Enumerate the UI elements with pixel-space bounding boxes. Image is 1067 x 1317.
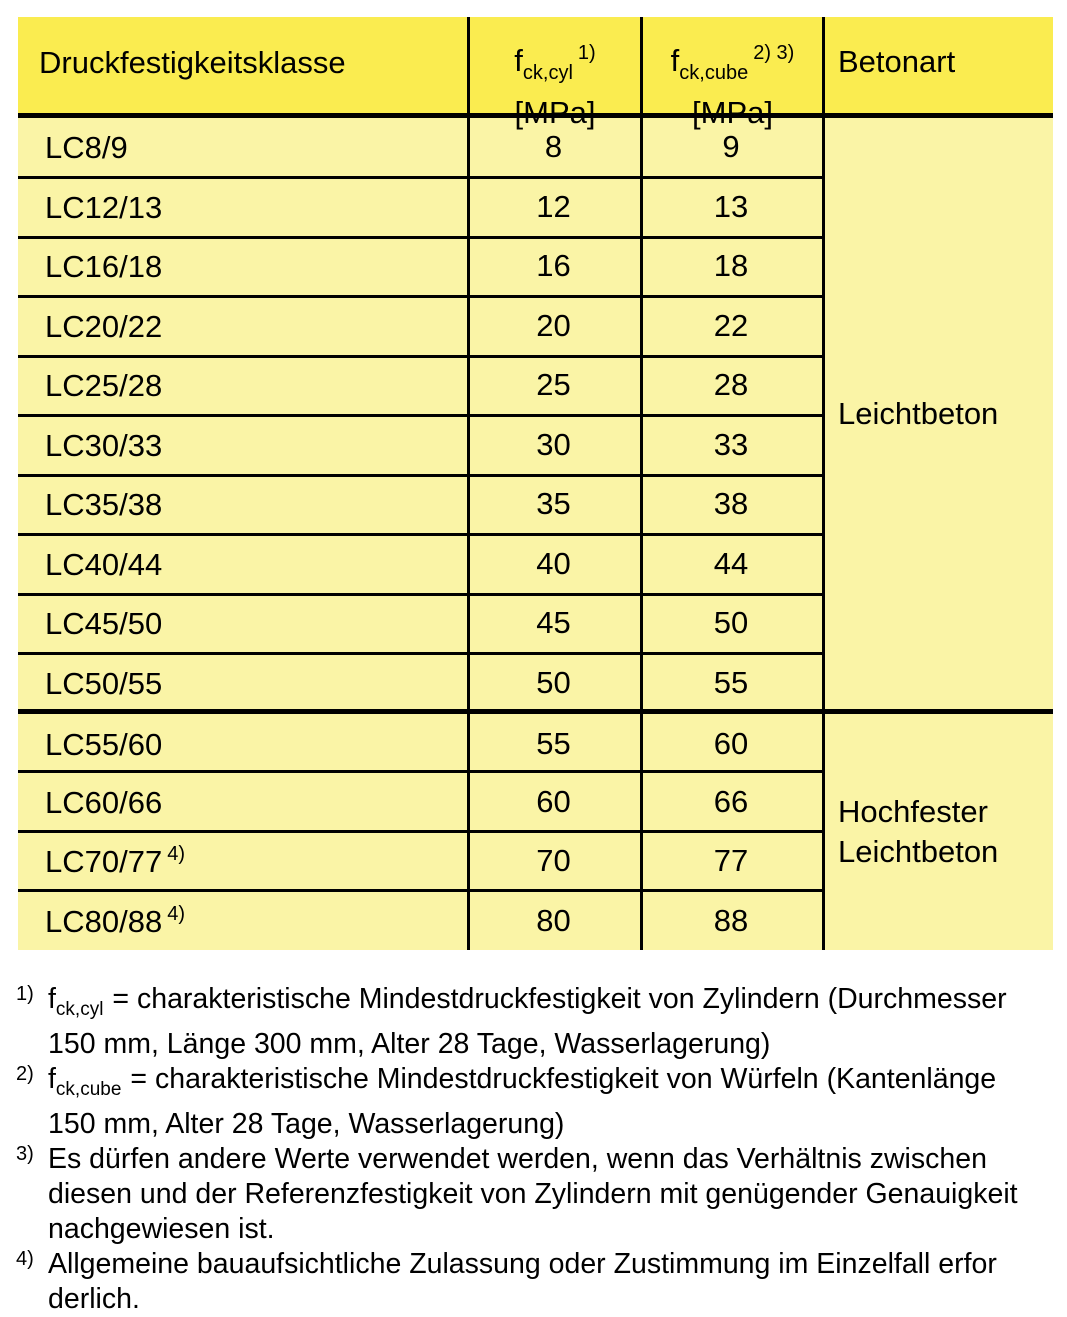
cell-fck-cube: 50 [713, 605, 749, 640]
header-druckfestigkeitsklasse: Druckfestigkeitsklasse [39, 45, 346, 80]
footnote-marker: 2) [16, 1063, 34, 1085]
cell-fck-cyl: 35 [536, 486, 571, 521]
cell-fck-cyl: 16 [536, 248, 571, 283]
cell-klasse: LC80/88 $^{4)}$ [45, 902, 186, 939]
table-row [18, 535, 825, 593]
cell-fck-cube: 60 [713, 726, 749, 761]
cell-fck-cyl: 30 [536, 427, 571, 462]
cell-fck-cyl: 25 [536, 367, 571, 402]
cell-fck-cyl: 45 [536, 605, 571, 640]
group-label-leichtbeton: Leichtbeton [838, 395, 999, 431]
cell-fck-cube: 77 [713, 843, 749, 878]
cell-fck-cube: 88 [713, 903, 749, 938]
cell-klasse: LC35/38 [45, 486, 163, 522]
table-row [18, 297, 825, 355]
table-row [18, 356, 825, 414]
cell-klasse: LC16/18 [45, 248, 163, 284]
table-row [18, 475, 825, 533]
table-row [18, 654, 825, 712]
footnote-3: 3) Es dürfen andere Werte verwendet werden, wenn das Verhältnis zwischen diesen und der Referenzfestigkeit von Zylindern mit genügender Genauigkeit nachgewiesen ist. [16, 1142, 1050, 1247]
header-fck-cube-symbol: $f_{ck,cube}^{2) 3)}$ [670, 42, 795, 84]
cell-fck-cube: 28 [713, 367, 749, 402]
cell-fck-cyl: 12 [536, 189, 571, 224]
cell-klasse: LC25/28 [45, 367, 163, 403]
table-row [18, 892, 825, 950]
cell-fck-cube: 18 [713, 248, 749, 283]
cell-fck-cube: 22 [713, 308, 749, 343]
cell-fck-cube: 38 [713, 486, 749, 521]
footnote-marker: 1) [16, 983, 34, 1005]
cell-klasse: LC55/60 [45, 726, 163, 762]
table-row [18, 594, 825, 652]
cell-fck-cyl: 8 [544, 129, 563, 164]
cell-klasse: LC30/33 [45, 427, 163, 463]
table-row [18, 118, 825, 176]
cell-klasse: LC60/66 [45, 784, 163, 820]
table-row [18, 773, 825, 831]
group-label-hochfester-leichtbeton: Hochfester Leichtbeton [838, 794, 999, 869]
cell-klasse: LC40/44 [45, 546, 163, 582]
cell-klasse: LC45/50 [45, 605, 163, 641]
cell-fck-cyl: 50 [536, 665, 571, 700]
header-fck-cyl-symbol: $f_{ck,cyl}^{1)}$ [514, 42, 596, 84]
cell-klasse: LC12/13 [45, 189, 163, 225]
strength-class-table [18, 17, 1053, 950]
footnote-marker: 3) [16, 1143, 34, 1165]
cell-fck-cube: 55 [713, 665, 749, 700]
cell-klasse: LC70/77 $^{4)}$ [45, 842, 186, 879]
cell-fck-cube: 13 [713, 189, 749, 224]
table-row [18, 416, 825, 474]
cell-fck-cyl: 20 [536, 308, 571, 343]
table-row [18, 178, 825, 236]
table-row [18, 237, 825, 295]
cell-fck-cube: 66 [713, 784, 749, 819]
cell-klasse: LC8/9 [45, 129, 128, 165]
table-row [18, 832, 825, 890]
table-row [18, 715, 825, 773]
cell-fck-cube: 44 [713, 546, 749, 581]
cell-fck-cyl: 80 [536, 903, 571, 938]
cell-fck-cube: 9 [722, 129, 740, 164]
footnote-2: 2) $f_{ck,cube}$ = charakteristische Mindestdruckfestigkeit von Würfeln (Kantenlänge 150 mm, Alter 28 Tage, Wasserlagerung) [16, 1062, 1050, 1142]
cell-fck-cyl: 55 [536, 726, 571, 761]
footnotes [16, 982, 1050, 1317]
cell-fck-cyl: 40 [536, 546, 571, 581]
footnote-4: 4) Allgemeine bauaufsichtliche Zulassung oder Zustimmung im Einzelfall erfor derlich. [16, 1247, 1050, 1317]
footnote-1: 1) $f_{ck,cyl}$ = charakteristische Mindestdruckfestigkeit von Zylindern (Durchmesser 150 mm, Länge 300 mm, Alter 28 Tage, Wasserlagerung) [16, 982, 1050, 1062]
cell-fck-cyl: 70 [536, 843, 571, 878]
footnote-marker: 4) [16, 1248, 34, 1270]
header-betonart: Betonart [838, 44, 956, 79]
cell-fck-cube: 33 [713, 427, 749, 462]
cell-klasse: LC50/55 [45, 665, 163, 701]
cell-fck-cyl: 60 [536, 784, 571, 819]
cell-klasse: LC20/22 [45, 308, 163, 344]
